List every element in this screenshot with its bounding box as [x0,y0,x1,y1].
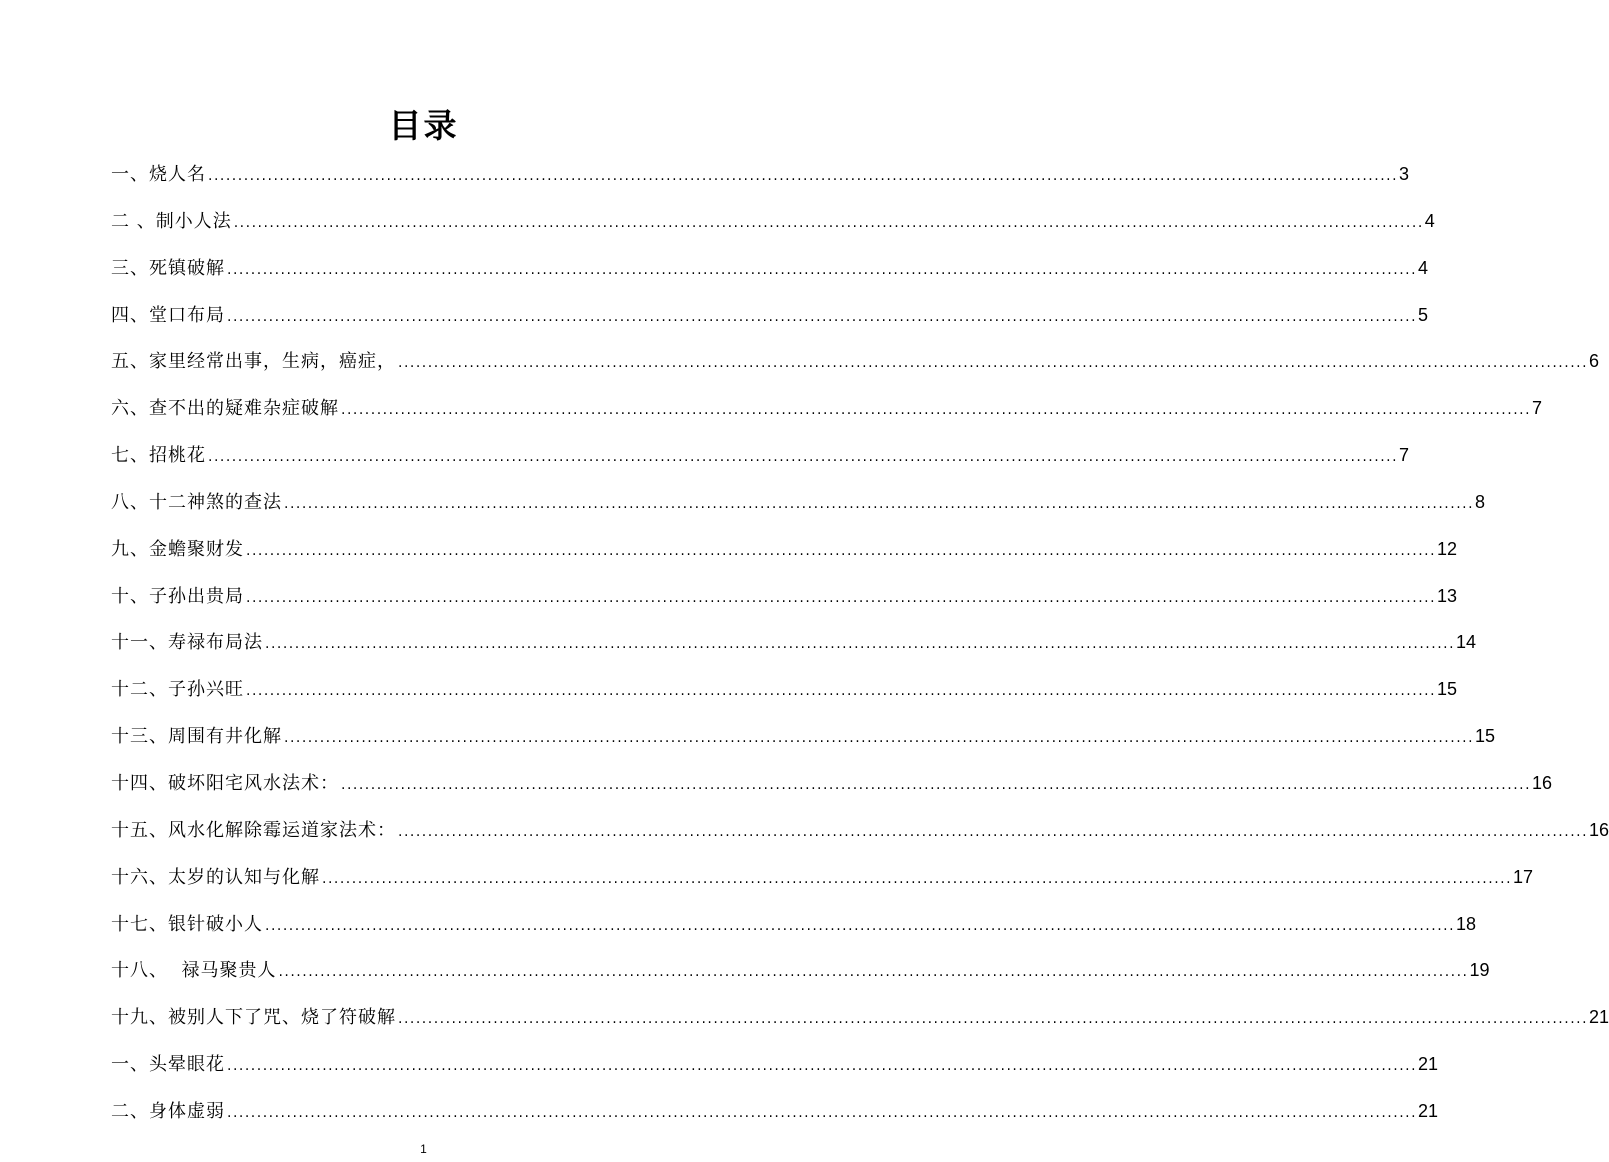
toc-entry-page: 7 [1399,445,1410,466]
toc-entry-page: 3 [1399,164,1410,184]
toc-entry[interactable] [111,674,1458,721]
toc-entry-page: 19 [1469,960,1490,981]
toc-entry-label: 十九、被别人下了咒、烧了符破解 [111,1007,396,1029]
toc-entry[interactable] [111,768,1553,815]
toc-entry-label: 十六、太岁的认知与化解 [111,866,320,888]
toc-entry-page: 4 [1418,257,1429,278]
toc-entry-page: 7 [1532,398,1543,419]
page-number: 1 [420,1142,427,1156]
toc-entry[interactable] [111,487,1486,534]
toc-leader-dots: ........................................................................................................................................................................................................ [265,917,1456,934]
toc-entry-label: 十七、银针破小人 [111,913,263,935]
toc-entry[interactable] [111,206,1435,253]
toc-entry-page: 8 [1475,491,1486,512]
toc-entry-label: 十三、周围有井化解 [111,726,282,748]
toc-leader-dots: ........................................................................................................................................................................................................ [341,776,1532,793]
toc-leader-dots: ........................................................................................................................................................................................................ [265,636,1456,653]
page-title: 目录 [388,106,459,145]
toc-leader-dots: ........................................................................................................................................................................................................ [398,355,1589,372]
toc-entry[interactable] [111,909,1477,956]
toc-entry[interactable] [111,346,1600,393]
toc-leader-dots: ........................................................................................................................................................................................................ [208,168,1399,184]
toc-entry-page: 16 [1532,772,1553,793]
toc-leader-dots: ........................................................................................................................................................................................................ [246,589,1437,606]
toc-entry-label: 二 、制小人法 [111,210,232,232]
toc-entry[interactable] [111,627,1477,674]
toc-entry[interactable] [111,862,1534,909]
toc-entry-page: 15 [1437,679,1458,700]
toc-entry-label: 七、招桃花 [111,445,206,467]
toc-leader-dots: ........................................................................................................................................................................................................ [227,1058,1418,1075]
toc-leader-dots: ........................................................................................................................................................................................................ [322,870,1513,887]
toc-entry-page: 14 [1456,632,1477,653]
toc-entry-page: 16 [1589,819,1609,840]
toc-entry-page: 21 [1589,1007,1609,1028]
toc-entry-label: 十八、 禄马聚贵人 [111,960,277,982]
toc-leader-dots: ........................................................................................................................................................................................................ [227,261,1418,278]
toc-entry[interactable] [111,955,1490,1002]
toc-entry[interactable] [111,253,1429,300]
toc-entry[interactable] [111,581,1458,628]
toc-entry-label: 十五、风水化解除霉运道家法术： [111,819,396,841]
toc-leader-dots: ........................................................................................................................................................................................................ [227,308,1418,325]
toc-entry[interactable] [111,159,1410,206]
toc-leader-dots: ........................................................................................................................................................................................................ [246,683,1437,700]
toc-entry-label: 六、查不出的疑难杂症破解 [111,398,339,420]
toc-leader-dots: ........................................................................................................................................................................................................ [398,823,1589,840]
toc-entry-page: 18 [1456,913,1477,934]
toc-entry-label: 十一、寿禄布局法 [111,632,263,654]
toc-leader-dots: ........................................................................................................................................................................................................ [227,1104,1418,1121]
toc-entry[interactable] [111,440,1410,487]
toc-entry[interactable] [111,1096,1439,1143]
toc-leader-dots: ........................................................................................................................................................................................................ [398,1011,1589,1028]
toc-entry-label: 十、子孙出贵局 [111,585,244,607]
toc-entry-label: 五、家里经常出事，生病，癌症， [111,351,396,373]
toc-entry-label: 九、金蟾聚财发 [111,538,244,560]
toc-leader-dots: ........................................................................................................................................................................................................ [233,214,1424,231]
toc-entry-label: 十四、破坏阳宅风水法术： [111,772,339,794]
toc-leader-dots: ........................................................................................................................................................................................................ [284,730,1475,747]
toc-entry-page: 5 [1418,304,1429,325]
toc-entry[interactable] [111,815,1609,862]
toc-entry-page: 13 [1437,585,1458,606]
toc-entry[interactable] [111,721,1496,768]
toc-entry[interactable] [111,393,1543,440]
table-of-contents [111,159,1609,1143]
toc-entry-page: 15 [1475,726,1496,747]
toc-entry-page: 21 [1418,1054,1439,1075]
toc-entry[interactable] [111,300,1429,347]
toc-entry[interactable] [111,1002,1609,1049]
toc-leader-dots: ........................................................................................................................................................................................................ [246,542,1437,559]
toc-entry[interactable] [111,1049,1439,1096]
toc-entry-label: 四、堂口布局 [111,304,225,326]
toc-leader-dots: ........................................................................................................................................................................................................ [278,964,1469,981]
toc-entry-label: 二、身体虚弱 [111,1100,225,1122]
toc-entry-label: 八、十二神煞的查法 [111,491,282,513]
toc-leader-dots: ........................................................................................................................................................................................................ [208,449,1399,466]
toc-entry-page: 6 [1589,351,1600,372]
toc-leader-dots: ........................................................................................................................................................................................................ [284,495,1475,512]
toc-entry-page: 4 [1424,210,1435,231]
toc-entry-label: 一、头晕眼花 [111,1054,225,1076]
toc-entry[interactable] [111,534,1458,581]
toc-entry-label: 十二、子孙兴旺 [111,679,244,701]
toc-entry-label: 一、烧人名 [111,164,206,185]
toc-entry-page: 17 [1513,866,1534,887]
toc-entry-page: 21 [1418,1100,1439,1121]
toc-entry-label: 三、死镇破解 [111,257,225,279]
toc-leader-dots: ........................................................................................................................................................................................................ [341,402,1532,419]
toc-entry-page: 12 [1437,538,1458,559]
